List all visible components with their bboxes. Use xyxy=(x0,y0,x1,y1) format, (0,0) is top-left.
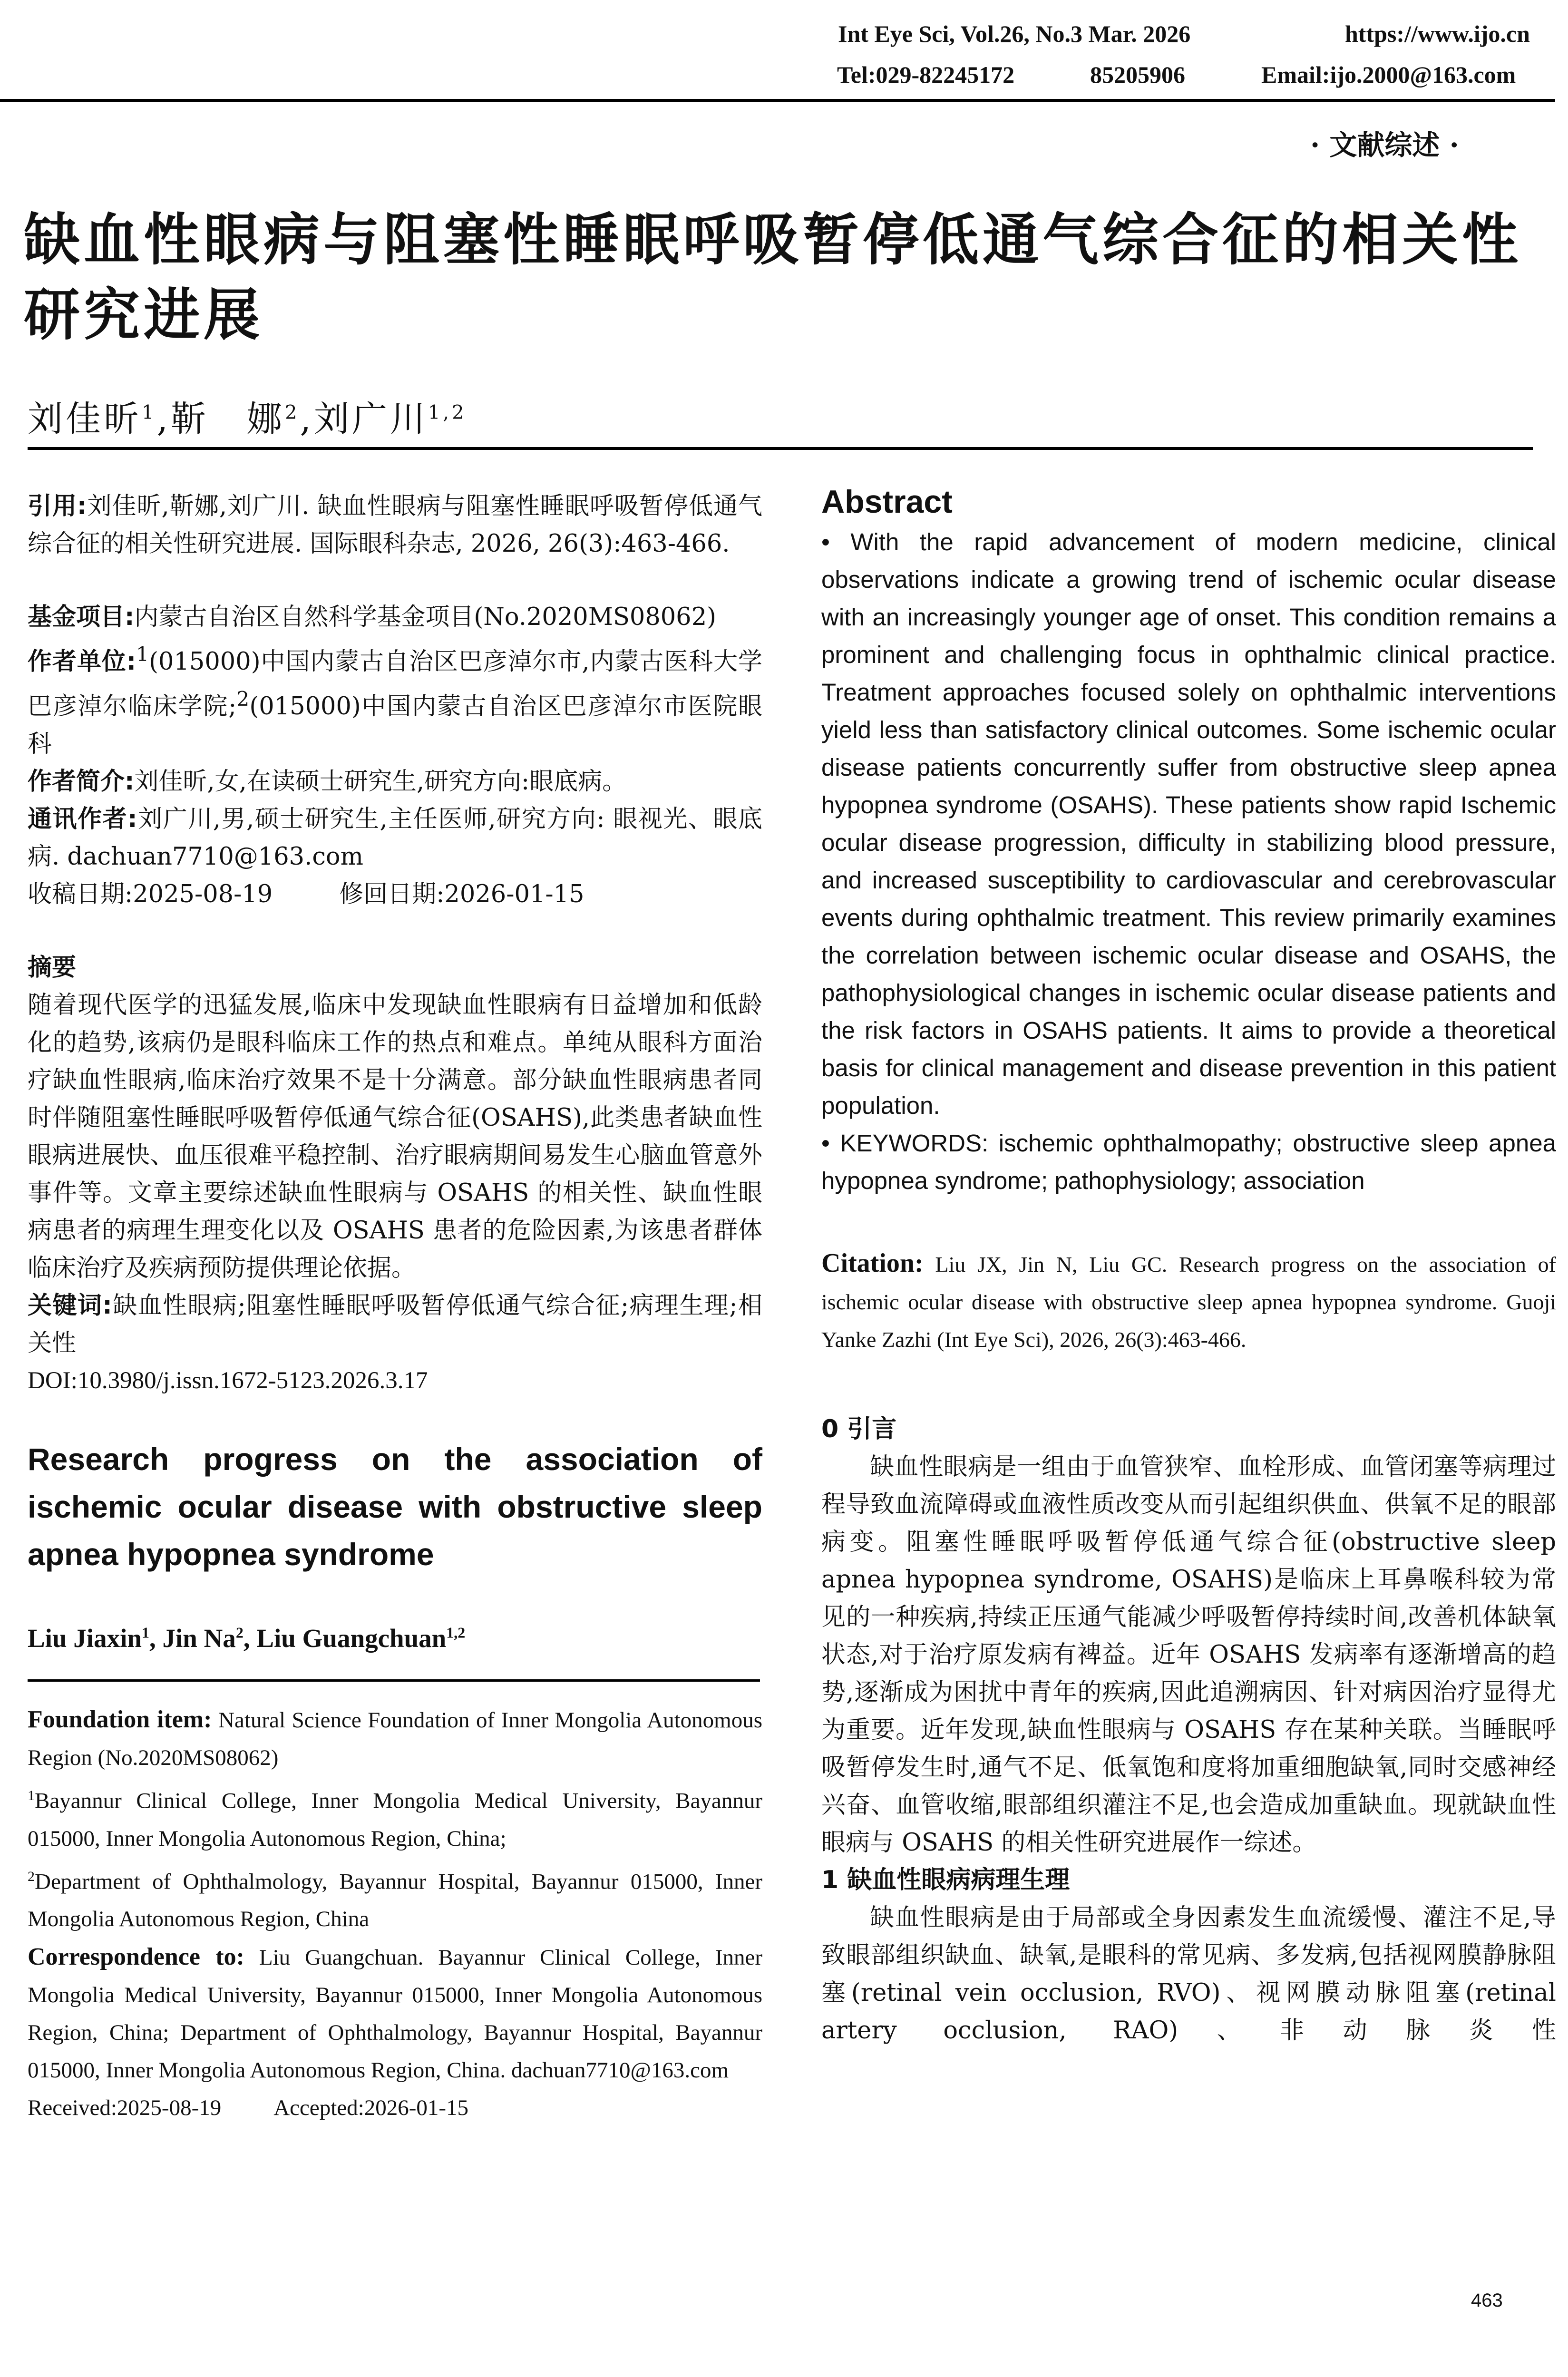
section-0-text: 缺血性眼病是一组由于血管狭窄、血栓形成、血管闭塞等病理过程导致血流障碍或血液性质改变从而引起组织供血、供氧不足的眼部病变。阻塞性睡眠呼吸暂停低通气综合征(obstructive sleep apnea hypopnea syndrome, OSAHS)是临床上耳鼻喉科较为常见的一种疾病,持续正压通气能减少呼吸暂停持续时间,改善机体缺氧状态,对于治疗原发病有裨益。近年 OSAHS 发病率有逐渐增高的趋势,逐渐成为困扰中青年的疾病,因此追溯病因、针对病因治疗显得尤为重要。近年发现,缺血性眼病与 OSAHS 存在某种关联。当睡眠呼吸暂停发生时,通气不足、低氧饱和度将加重细胞缺氧,同时交感神经兴奋、血管收缩,眼部组织灌注不足,也会造成加重缺血。现就缺血性眼病与 OSAHS 的相关性研究进展作一综述。 xyxy=(821,1453,1556,1857)
correspondence-text: Liu Guangchuan. Bayannur Clinical College, Inner Mongolia Medical University, Bayannur 015000, Inner Mongolia Autonomous Region, China; Department of Ophthalmology, Bayannur Hospital, Bayannur 015000, Inner Mongolia Autonomous Region, China. dachuan7710@163.com xyxy=(28,1945,763,2083)
right-column xyxy=(821,480,1556,2049)
foundation-en-text: Natural Science Foundation of Inner Mongolia Autonomous Region (No.2020MS08062) xyxy=(28,1708,763,1770)
aff-sup: 2 xyxy=(28,1868,35,1884)
author-aff: 2 xyxy=(284,401,300,424)
keywords-cn-label: 关键词: xyxy=(28,1292,112,1320)
keywords-cn xyxy=(28,1287,762,1362)
authors-en: Liu Jiaxin$^1$, Jin Na$^2$, Liu Guangchuan$^{1,2}$ xyxy=(28,1624,466,1653)
abstract-cn-heading xyxy=(28,949,762,986)
authors-cn: 刘佳昕$^1$,靳 娜$^2$,刘广川$^{1,2}$ xyxy=(28,399,467,439)
bullet-icon: • xyxy=(821,528,830,555)
keywords-en-text: ischemic ophthalmopathy; obstructive sleep apnea hypopnea syndrome; pathophysiology; association xyxy=(821,1130,1557,1194)
fund-cn-label: 基金项目: xyxy=(28,603,135,631)
revised-label: 修回日期: xyxy=(339,880,445,908)
journal-tel2: 85205906 xyxy=(1090,61,1185,88)
journal-url[interactable]: https://www.ijo.cn xyxy=(1345,20,1530,47)
journal-tel: Tel:029-82245172 xyxy=(837,61,1015,88)
page-number: 463 xyxy=(1471,2290,1503,2311)
dates-en xyxy=(28,2089,762,2127)
author-aff: 1,2 xyxy=(428,401,467,424)
bio-cn-text: 刘佳昕,女,在读硕士研究生,研究方向:眼底病。 xyxy=(134,768,627,796)
abstract-en xyxy=(821,523,1556,1124)
abstract-cn-label: 摘要 xyxy=(28,954,77,982)
author-cn: 刘佳昕 xyxy=(28,399,142,439)
unit-cn-text1: (015000)中国内蒙古自治区巴彦淖尔市,内蒙古医科大学巴彦淖尔临床学院; xyxy=(28,648,762,721)
corr-cn-label: 通讯作者: xyxy=(28,805,137,833)
author-aff: 1,2 xyxy=(446,1624,466,1641)
received-en-date: 2025-08-19 xyxy=(117,2095,222,2121)
author-en: Liu Guangchuan xyxy=(256,1624,447,1653)
author-cn: 刘广川 xyxy=(313,399,428,439)
unit-sup: 2 xyxy=(236,688,250,711)
header-rule xyxy=(0,99,1555,102)
accepted-en-label: Accepted: xyxy=(273,2095,364,2121)
abstract-cn: 随着现代医学的迅猛发展,临床中发现缺血性眼病有日益增加和低龄化的趋势,该病仍是眼科临床工作的热点和难点。单纯从眼科方面治疗缺血性眼病,临床治疗效果不是十分满意。部分缺血性眼病患者同时伴随阻塞性睡眠呼吸暂停低通气综合征(OSAHS),此类患者缺血性眼病进展快、血压很难平稳控制、治疗眼病期间易发生心脑血管意外事件等。文章主要综述缺血性眼病与 OSAHS 的相关性、缺血性眼病患者的病理生理变化以及 OSAHS 患者的危险因素,为该患者群体临床治疗及疾病预防提供理论依据。 xyxy=(28,991,762,1282)
citation-cn xyxy=(28,487,762,563)
corr-cn-text: 刘广川,男,硕士研究生,主任医师,研究方向: 眼视光、眼底病. dachuan7710@163.com xyxy=(28,805,762,871)
author-aff: 1 xyxy=(142,401,157,424)
author-aff: 1 xyxy=(141,1624,149,1641)
citation-en xyxy=(821,1245,1556,1358)
title-rule xyxy=(28,447,1533,450)
author-en: Liu Jiaxin xyxy=(28,1624,142,1653)
unit-sup: 1 xyxy=(136,643,149,666)
received-en-label: Received: xyxy=(28,2095,117,2121)
revised-date: 2026-01-15 xyxy=(444,880,584,908)
citation-en-text: Liu JX, Jin N, Liu GC. Research progress on the association of ischemic ocular disease with obstructive sleep apnea hypopnea syndrome. Guoji Yanke Zazhi (Int Eye Sci), 2026, 26(3):463-466. xyxy=(821,1252,1556,1352)
section-1-heading: 1 缺血性眼病病理生理 xyxy=(821,1866,1070,1894)
section-0-heading: 0 引言 xyxy=(821,1415,897,1443)
bullet-icon: • xyxy=(821,1130,830,1157)
fund-cn-text: 内蒙古自治区自然科学基金项目(No.2020MS08062) xyxy=(134,603,717,631)
affiliation-2 xyxy=(28,1858,762,1939)
fund-cn xyxy=(28,598,762,636)
journal-email[interactable]: Email:ijo.2000@163.com xyxy=(1261,61,1516,88)
unit-cn-label: 作者单位: xyxy=(28,648,136,676)
foundation-en-label: Foundation item: xyxy=(28,1706,212,1733)
correspondence-label: Correspondence to: xyxy=(28,1943,244,1971)
citation-cn-text: 刘佳昕,靳娜,刘广川. 缺血性眼病与阻塞性睡眠呼吸暂停低通气综合征的相关性研究进展. 国际眼科杂志, 2026, 26(3):463-466. xyxy=(28,492,762,558)
aff-sup: 1 xyxy=(28,1788,35,1803)
received-label: 收稿日期: xyxy=(28,880,133,908)
aff2-text: Department of Ophthalmology, Bayannur Hospital, Bayannur 015000, Inner Mongolia Autonomous Region, China xyxy=(28,1869,762,1932)
journal-info: Int Eye Sci, Vol.26, No.3 Mar. 2026 xyxy=(838,20,1191,47)
section-tag: · 文献综述 · xyxy=(1310,129,1459,161)
keywords-en-label: KEYWORDS: xyxy=(840,1130,989,1157)
bio-cn xyxy=(28,763,762,800)
abstract-heading: Abstract xyxy=(821,484,953,520)
foundation-en xyxy=(28,1701,762,1777)
bio-cn-label: 作者简介: xyxy=(28,768,135,796)
dates-cn xyxy=(28,876,762,913)
keywords-cn-text: 缺血性眼病;阻塞性睡眠呼吸暂停低通气综合征;病理生理;相关性 xyxy=(28,1292,762,1357)
citation-en-label: Citation: xyxy=(821,1248,924,1278)
section-1-text: 缺血性眼病是由于局部或全身因素发生血流缓慢、灌注不足,导致眼部组织缺血、缺氧,是眼科的常见病、多发病,包括视网膜静脉阻塞(retinal vein occlusion, RVO)、视网膜动脉阻塞(retinal artery occlusion, RAO)、非动脉炎性 xyxy=(821,1904,1556,2045)
article-title-en: Research progress on the association of ischemic ocular disease with obstructive sleep apnea hypopnea syndrome xyxy=(28,1442,762,1572)
accepted-en-date: 2026-01-15 xyxy=(364,2095,469,2121)
aff1-text: Bayannur Clinical College, Inner Mongolia Medical University, Bayannur 015000, Inner Mongolia Autonomous Region, China; xyxy=(28,1788,762,1851)
author-cn: 靳 娜 xyxy=(170,399,285,439)
author-aff: 2 xyxy=(235,1624,243,1641)
citation-cn-label: 引用: xyxy=(28,492,87,520)
corr-cn xyxy=(28,800,762,876)
correspondence-en xyxy=(28,1938,762,2089)
affiliation-1 xyxy=(28,1777,762,1858)
keywords-en xyxy=(821,1124,1556,1199)
article-title-cn: 缺血性眼病与阻塞性睡眠呼吸暂停低通气综合征的相关性研究进展 xyxy=(24,207,1522,348)
unit-cn xyxy=(28,636,762,763)
unit-cn-text2: (015000)中国内蒙古自治区巴彦淖尔市医院眼科 xyxy=(28,692,762,758)
left-column xyxy=(28,487,762,2127)
author-en: Jin Na xyxy=(162,1624,236,1653)
doi[interactable]: DOI:10.3980/j.issn.1672-5123.2026.3.17 xyxy=(28,1367,428,1394)
abstract-en-text: With the rapid advancement of modern medicine, clinical observations indicate a growing trend of ischemic ocular disease with an increasingly younger age of onset. This condition remains a prominent and challenging focus in ophthalmic clinical practice. Treatment approaches focused solely on ophthalmic interventions yield less than satisfactory clinical outcomes. Some ischemic ocular disease patients concurrently suffer from obstructive sleep apnea hypopnea syndrome (OSAHS). These patients show rapid Ischemic ocular disease progression, difficulty in stabilizing blood pressure, and increased susceptibility to cardiovascular and cerebrovascular events during ophthalmic treatment. This review primarily examines the correlation between ischemic ocular disease and OSAHS, the pathophysiological changes in ischemic ocular disease patients and the risk factors in OSAHS patients. It aims to provide a theoretical basis for clinical management and disease prevention in this patient population. xyxy=(821,528,1556,1119)
received-date: 2025-08-19 xyxy=(133,880,273,908)
